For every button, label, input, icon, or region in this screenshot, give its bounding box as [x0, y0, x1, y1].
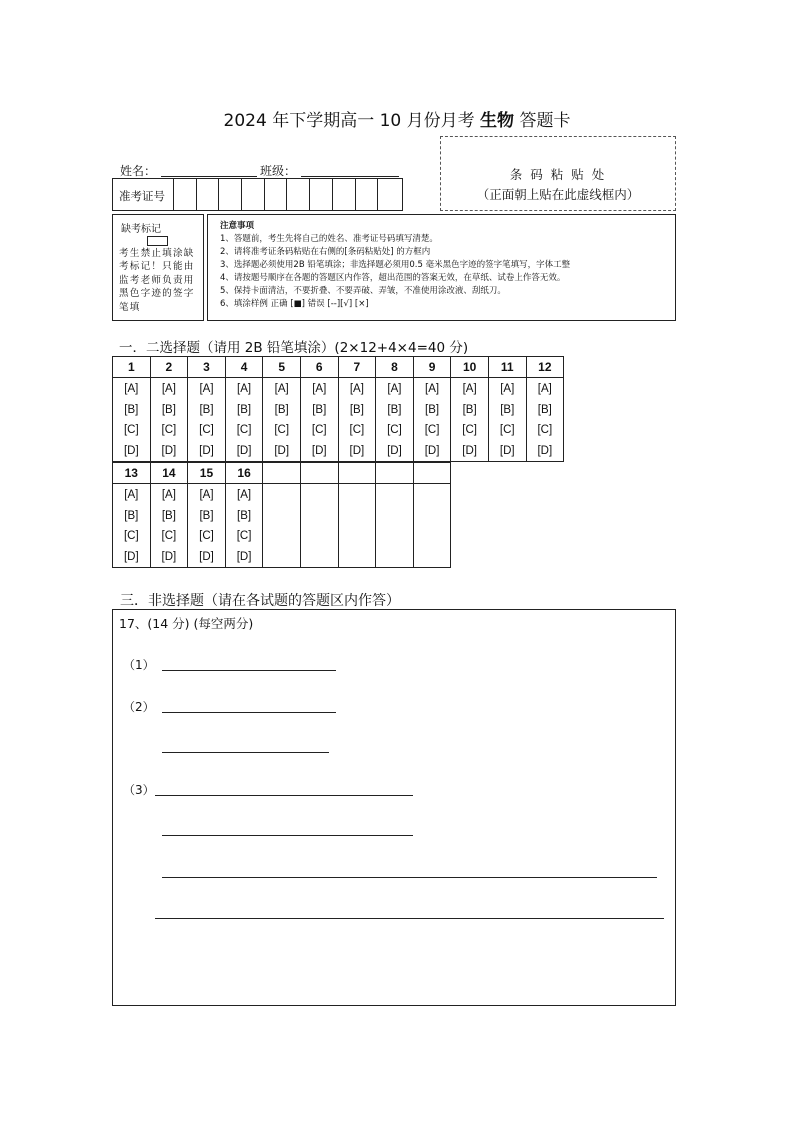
answer-options: [263, 378, 301, 462]
notice-item: 3、选择题必须使用2B 铅笔填涂；非选择题必须用0.5 毫米黑色字迹的签字笔填写，字体工整: [220, 260, 571, 270]
question-number: 1: [113, 357, 151, 378]
notice-item: 4、请按题号顺序在各题的答题区内作答，超出范围的答案无效，在草纸、试卷上作答无效。: [220, 273, 566, 283]
zkz-box: [112, 178, 403, 211]
option-bubble[interactable]: [D]: [123, 550, 139, 563]
question-number: 4: [225, 357, 263, 378]
option-bubble[interactable]: [C]: [236, 424, 252, 436]
option-bubble[interactable]: [A]: [124, 489, 139, 501]
empty-cell: [338, 463, 376, 484]
question-number: 11: [488, 357, 526, 378]
option-bubble[interactable]: [B]: [237, 403, 252, 416]
notice-box: [207, 214, 676, 321]
barcode-title: 条 码 粘 贴 处: [509, 167, 607, 182]
question-number: 8: [376, 357, 414, 378]
barcode-note: （正面朝上贴在此虚线框内）: [476, 187, 640, 202]
option-bubble[interactable]: [A]: [199, 383, 214, 395]
option-bubble[interactable]: [A]: [161, 489, 176, 501]
option-bubble[interactable]: [A]: [500, 383, 515, 395]
class-field[interactable]: [301, 162, 399, 177]
option-bubble[interactable]: [D]: [236, 550, 252, 563]
empty-cell: [263, 484, 301, 568]
section3-title: 三．非选择题（请在各试题的答题区内作答）: [120, 593, 400, 609]
answer-options: [113, 484, 151, 568]
option-bubble[interactable]: [A]: [462, 383, 477, 395]
empty-cell: [376, 484, 414, 568]
option-bubble[interactable]: [D]: [236, 444, 252, 457]
title-suffix: 答题卡: [519, 111, 571, 131]
option-bubble[interactable]: [C]: [387, 424, 402, 436]
option-bubble[interactable]: [C]: [199, 424, 214, 436]
option-bubble[interactable]: [C]: [199, 530, 214, 542]
notice-item: 2、请将准考证条码粘贴在右侧的[条码粘贴处] 的方框内: [220, 247, 431, 257]
option-bubble[interactable]: [A]: [537, 383, 552, 395]
barcode-area: [440, 136, 676, 211]
option-bubble[interactable]: [A]: [161, 383, 176, 395]
q17-part3-label: （3）: [123, 783, 155, 797]
empty-cell: [300, 484, 338, 568]
option-bubble[interactable]: [D]: [349, 444, 365, 457]
option-bubble[interactable]: [C]: [123, 424, 139, 436]
q17-part1-line[interactable]: [162, 670, 336, 671]
q17-title: 17、(14 分) (每空两分): [119, 616, 254, 631]
option-bubble[interactable]: [A]: [199, 489, 214, 501]
option-bubble[interactable]: [A]: [425, 383, 440, 395]
question-number: 12: [526, 357, 564, 378]
name-label: 姓名：: [120, 164, 157, 178]
option-bubble[interactable]: [B]: [312, 403, 327, 416]
q17-part2-label: （2）: [123, 700, 155, 714]
empty-cell: [376, 463, 414, 484]
option-bubble[interactable]: [A]: [274, 383, 289, 395]
option-bubble[interactable]: [D]: [462, 444, 477, 457]
option-bubble[interactable]: [C]: [424, 424, 440, 436]
option-bubble[interactable]: [D]: [199, 550, 214, 563]
option-bubble[interactable]: [C]: [349, 424, 365, 436]
answer-options: [338, 378, 376, 462]
answer-options: [300, 378, 338, 462]
absent-mark-box[interactable]: [147, 236, 168, 246]
option-bubble[interactable]: [B]: [425, 403, 440, 416]
question-number: 7: [338, 357, 376, 378]
question-number: 2: [150, 357, 188, 378]
option-bubble[interactable]: [A]: [312, 383, 327, 395]
option-bubble[interactable]: [C]: [236, 530, 252, 542]
title-subject: 生物: [480, 111, 515, 131]
option-bubble[interactable]: [C]: [161, 424, 177, 436]
q17-part2-line[interactable]: [162, 712, 336, 713]
option-bubble[interactable]: [D]: [311, 444, 327, 457]
answer-options: [150, 484, 188, 568]
option-bubble[interactable]: [C]: [499, 424, 515, 436]
answer-options: [526, 378, 564, 462]
option-bubble[interactable]: [B]: [500, 403, 515, 416]
option-bubble[interactable]: [B]: [199, 403, 214, 416]
option-bubble[interactable]: [D]: [274, 444, 290, 457]
option-bubble[interactable]: [A]: [349, 383, 364, 395]
option-bubble[interactable]: [B]: [462, 403, 477, 416]
notice-title: 注意事项: [220, 221, 255, 231]
option-bubble[interactable]: [B]: [349, 403, 364, 416]
question-number: 6: [300, 357, 338, 378]
question-number: 10: [451, 357, 489, 378]
answer-options: [225, 378, 263, 462]
absent-box: [112, 214, 204, 321]
title-prefix: 2024 年下学期高一 10 月份月考: [223, 111, 475, 131]
option-bubble[interactable]: [D]: [387, 444, 402, 457]
name-field[interactable]: [161, 162, 257, 177]
q17-part3-line[interactable]: [162, 835, 413, 836]
question-number: 15: [188, 463, 226, 484]
option-bubble[interactable]: [C]: [123, 530, 139, 542]
option-bubble[interactable]: [C]: [274, 424, 290, 436]
option-bubble[interactable]: [B]: [199, 509, 214, 522]
zkz-cells[interactable]: [173, 179, 400, 210]
question-number: 5: [263, 357, 301, 378]
option-bubble[interactable]: [A]: [387, 383, 402, 395]
empty-cell: [338, 484, 376, 568]
option-bubble[interactable]: [D]: [424, 444, 440, 457]
answer-options: [113, 378, 151, 462]
option-bubble[interactable]: [C]: [311, 424, 327, 436]
q17-part3-line[interactable]: [155, 918, 664, 919]
answer-options: [451, 378, 489, 462]
option-bubble[interactable]: [C]: [462, 424, 477, 436]
option-bubble[interactable]: [B]: [124, 509, 139, 522]
empty-cell: [300, 463, 338, 484]
answer-options: [188, 484, 226, 568]
question-number: 9: [413, 357, 451, 378]
answer-options: [188, 378, 226, 462]
option-bubble[interactable]: [D]: [199, 444, 214, 457]
q17-part3-line[interactable]: [162, 877, 657, 878]
notice-list: [220, 233, 672, 311]
option-bubble[interactable]: [D]: [123, 444, 139, 457]
notice-item: 5、保持卡面清洁，不要折叠、不要弄破、弄皱，不准使用涂改液、刮纸刀。: [220, 286, 506, 296]
option-bubble[interactable]: [B]: [537, 403, 552, 416]
absent-title: 缺考标记: [121, 224, 161, 235]
notice-item: 1、答题前，考生先将自己的姓名、准考证号码填写清楚。: [220, 234, 438, 244]
zkz-label: 准考证号: [119, 189, 165, 203]
question-number: 14: [150, 463, 188, 484]
option-bubble[interactable]: [B]: [161, 509, 176, 522]
empty-cell: [263, 463, 301, 484]
empty-cell: [413, 463, 451, 484]
q17-box: [112, 609, 676, 1006]
option-bubble[interactable]: [B]: [274, 403, 289, 416]
answer-options: [488, 378, 526, 462]
question-number: 16: [225, 463, 263, 484]
answer-options: [150, 378, 188, 462]
mc-table-1: [112, 356, 564, 462]
option-bubble[interactable]: [B]: [124, 403, 139, 416]
option-bubble[interactable]: [D]: [161, 444, 177, 457]
absent-text: 考生禁止填涂缺考标记！只能由监考老师负责用黑色字迹的签字笔填: [119, 248, 195, 313]
answer-options: [376, 378, 414, 462]
option-bubble[interactable]: [D]: [499, 444, 515, 457]
option-bubble[interactable]: [C]: [161, 530, 177, 542]
option-bubble[interactable]: [B]: [237, 509, 252, 522]
question-number: 3: [188, 357, 226, 378]
empty-cell: [413, 484, 451, 568]
option-bubble[interactable]: [D]: [161, 550, 177, 563]
mc-table-2: [112, 462, 451, 568]
q17-part2-line[interactable]: [162, 752, 329, 753]
section1-title: 一．二选择题（请用 2B 铅笔填涂）(2×12+4×4=40 分): [119, 340, 469, 356]
option-bubble[interactable]: [A]: [124, 383, 139, 395]
question-number: 13: [113, 463, 151, 484]
option-bubble[interactable]: [A]: [237, 383, 252, 395]
class-label: 班级：: [260, 164, 297, 178]
page-title: [0, 106, 794, 131]
notice-item: 6、填涂样例 正确 [■] 错误 [--][√] [×]: [220, 299, 369, 309]
option-bubble[interactable]: [C]: [537, 424, 553, 436]
option-bubble[interactable]: [B]: [387, 403, 402, 416]
answer-options: [225, 484, 263, 568]
answer-options: [413, 378, 451, 462]
option-bubble[interactable]: [B]: [161, 403, 176, 416]
q17-part3-line[interactable]: [155, 795, 413, 796]
option-bubble[interactable]: [A]: [237, 489, 252, 501]
q17-part1-label: （1）: [123, 658, 155, 672]
option-bubble[interactable]: [D]: [537, 444, 553, 457]
